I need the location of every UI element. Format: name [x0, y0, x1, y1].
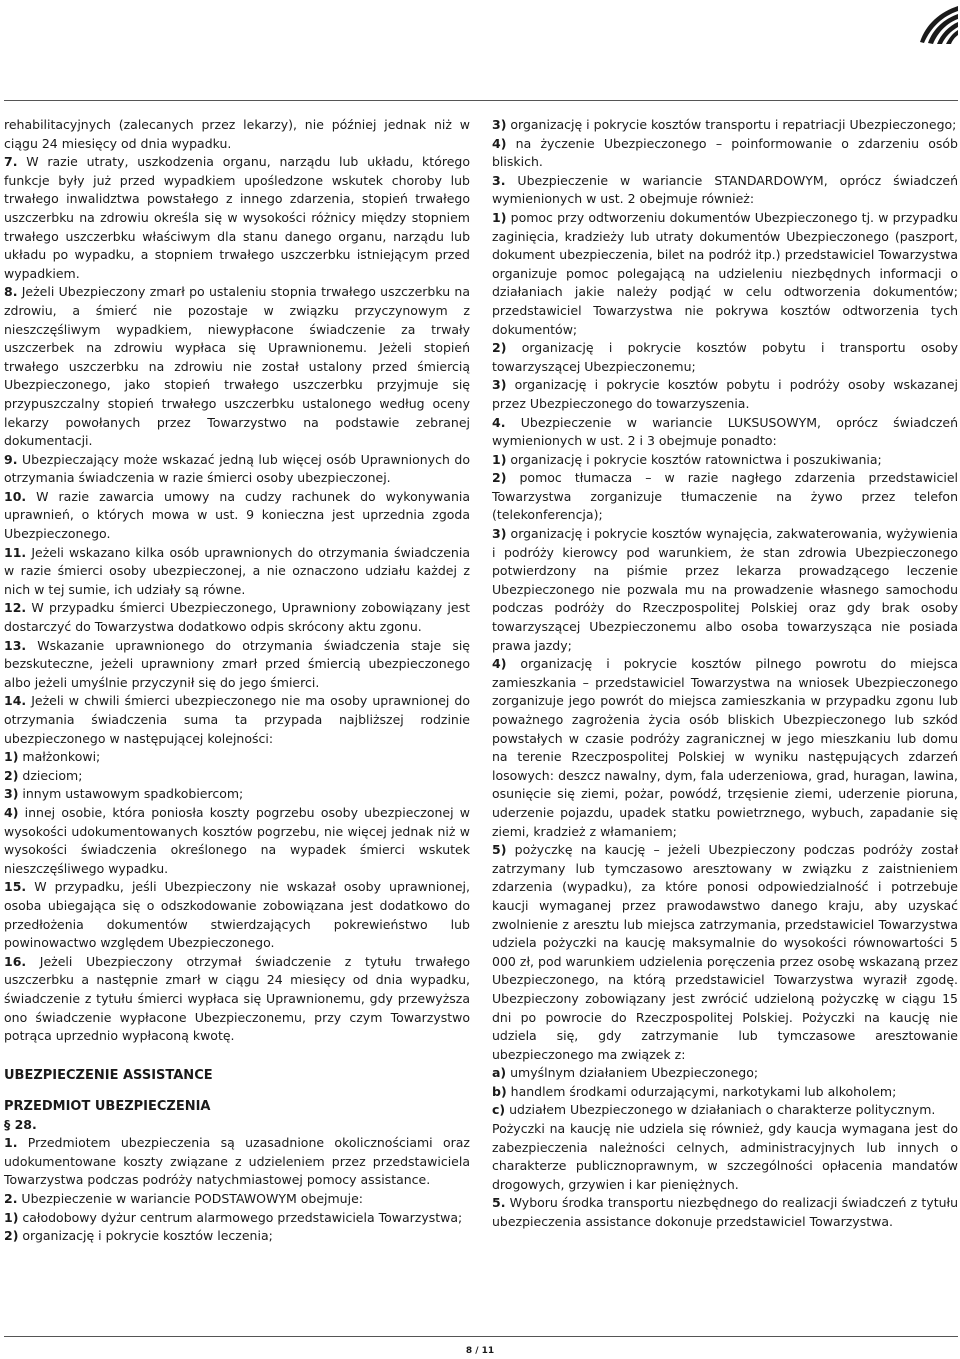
- paragraph-number: 1.: [4, 1135, 18, 1151]
- paragraph: [4, 1227, 470, 1246]
- paragraph: [4, 599, 470, 636]
- paragraph-number: 4.: [492, 414, 506, 430]
- paragraph: [492, 525, 958, 655]
- paragraph-text: organizację i pokrycie kosztów leczenia;: [18, 1228, 273, 1244]
- paragraph: [492, 655, 958, 841]
- left-paragraph-list-2: [4, 1134, 470, 1246]
- paragraph: [492, 1083, 958, 1102]
- left-column: [4, 116, 470, 1246]
- paragraph-text: W przypadku śmierci Ubezpieczonego, Uprawniony zobowiązany jest dostarczyć do Towarzystwa dodatkowo odpis skrócony aktu zgonu.: [4, 600, 470, 635]
- right-column: [492, 116, 958, 1232]
- paragraph: [4, 451, 470, 488]
- paragraph-text: Jeżeli w chwili śmierci ubezpieczonego nie ma osoby uprawnionej do otrzymania świadczenia suma ta przypada najbliższej rodzinie ubezpieczonego w następującej kolejności:: [4, 693, 470, 746]
- paragraph-text: Wyboru środka transportu niezbędnego do realizacji świadczeń z tytułu ubezpieczenia assistance dokonuje przedstawiciel Towarzystwa.: [492, 1195, 958, 1230]
- paragraph-number: c): [492, 1102, 506, 1118]
- paragraph-text: pożyczkę na kaucję – jeżeli Ubezpieczony podczas podróży został zatrzymany lub tymczasowo aresztowany w związku z zaistnieniem zdarzenia (wypadku), za które ponosi odpowiedzialność i potrzebuje kaucji wymaganej przez prawodawstwo danego kraju, aby uzyskać zwolnienie z aresztu lub miejsca zatrzymania, przedstawiciel Towarzystwa udziela pożyczki na kaucję maksymalnie do wysokości równowartości 5 000 zł, pod warunkiem udzielenia poręczenia przez osobę wskazaną przez Ubezpieczonego, na którą przedstawiciel Towarzystwa wyraził zgodę. Ubezpieczony zobowiązany jest zwrócić udzieloną pożyczkę w ciągu 15 dni po powrocie do Rzeczpospolitej Polskiej. Pożyczki na kaucję nie udziela się, gdy zatrzymanie lub tymczasowe aresztowanie ubezpieczonego ma związek z:: [492, 842, 958, 1062]
- paragraph: [492, 1064, 958, 1083]
- paragraph-text: Ubezpieczający może wskazać jedną lub więcej osób Uprawnionych do otrzymania świadczenia w razie śmierci osoby ubezpieczonej.: [4, 451, 470, 486]
- paragraph: [4, 637, 470, 693]
- paragraph-number: 12.: [4, 600, 27, 616]
- paragraph-number: 15.: [4, 879, 27, 895]
- right-paragraph-list: [492, 116, 958, 1232]
- paragraph-text: udziałem Ubezpieczonego w działaniach o charakterze politycznym.: [505, 1102, 936, 1118]
- paragraph-number: 2.: [4, 1191, 18, 1207]
- swoosh-logo-icon: [912, 2, 960, 46]
- paragraph-number: 9.: [4, 451, 18, 467]
- paragraph-number: b): [492, 1083, 507, 1099]
- paragraph: [4, 544, 470, 600]
- paragraph: [4, 283, 470, 450]
- paragraph-number: 13.: [4, 637, 27, 653]
- paragraph: [492, 451, 958, 470]
- paragraph-text: pomoc tłumacza – w razie nagłego zdarzenia przedstawiciel Towarzystwa zorganizuje tłumaczenie na żywo przez telefon (telekonferencja);: [492, 470, 958, 523]
- paragraph-text: całodobowy dyżur centrum alarmowego przedstawiciela Towarzystwa;: [18, 1209, 463, 1225]
- paragraph: [4, 785, 470, 804]
- paragraph-number: 1): [492, 209, 507, 225]
- paragraph-text: Ubezpieczenie w wariancie STANDARDOWYM, oprócz świadczeń wymienionych w ust. 2 obejmuje również:: [492, 172, 958, 207]
- paragraph-text: W razie utraty, uszkodzenia organu, narządu lub układu, którego funkcje były już przed wypadkiem upośledzone wskutek choroby lub trwałego inwalidztwa powstałego z innego zdarzenia, stopień trwałego uszczerbku na zdrowiu określa się w wysokości różnicy między stopniem trwałego uszczerbku właściwym dla stanu danego organu, narządu lub układu po wypadku, a stopniem trwałego uszczerbku istniejącym przed wypadkiem.: [4, 154, 470, 281]
- paragraph: [4, 488, 470, 544]
- paragraph: [492, 1101, 958, 1120]
- header-rule: [4, 100, 958, 101]
- paragraph-text: Jeżeli Ubezpieczony zmarł po ustaleniu stopnia trwałego uszczerbku na zdrowiu, a śmierć nie pozostaje w związku przyczynowym z nieszczęśliwym wypadkiem, niewypłacone świadczenie za trwały uszczerbek na zdrowiu wypłaca się Uprawnionemu. Jeżeli stopień trwałego uszczerbku na zdrowiu nie został ustalony przed śmiercią Ubezpieczonego, jako stopień trwałego uszczerbku przyjmuje się przypuszczalny stopień trwałego uszczerbku ustalonego według oceny lekarzy powołanych przez Towarzystwo na podstawie zebranej dokumentacji.: [4, 284, 470, 449]
- paragraph-number: 1): [4, 749, 19, 765]
- paragraph-text: Pożyczki na kaucję nie udziela się również, gdy kaucja wymagana jest do zabezpieczenia należności celnych, administracyjnych lub innych o charakterze publicznoprawnym, w szczególności opłacenia mandatów drogowych, grzywien i kar pieniężnych.: [492, 1121, 958, 1192]
- paragraph: [4, 953, 470, 1046]
- paragraph-number: 5): [492, 842, 507, 858]
- paragraph-number: 4): [492, 656, 507, 672]
- paragraph-text: Jeżeli Ubezpieczony otrzymał świadczenie z tytułu trwałego uszczerbku a następnie zmarł w ciągu 24 miesięcy od dnia wypadku, świadczenie z tytułu śmierci wypłaca się Uprawnionemu, gdy przewyższa ono świadczenie wypłacone Ubezpieczonemu, przy czym Towarzystwo potrąca uprzednio wypłaconą kwotę.: [4, 953, 470, 1044]
- paragraph: [4, 748, 470, 767]
- paragraph: [4, 692, 470, 748]
- paragraph: [492, 1120, 958, 1194]
- paragraph-text: organizację i pokrycie kosztów wynajęcia, zakwaterowania, wyżywienia i podróży kierowcy pod warunkiem, że stan zdrowia Ubezpieczonego potwierdzony na piśmie przez lekarza prowadzącego leczenie Ubezpieczonego nie pozwala mu na prowadzenie własnego samochodu podczas podróży do Rzeczpospolitej Polskiej oraz gdy brak osoby towarzyszącej Ubezpieczonemu albo osoba towarzysząca nie posiada prawa jazdy;: [492, 526, 958, 653]
- paragraph-number: 10.: [4, 488, 27, 504]
- paragraph-text: małżonkowi;: [18, 749, 101, 765]
- paragraph-text: innej osobie, która poniosła koszty pogrzebu osoby ubezpieczonej w wysokości udokumentowanych kosztów pogrzebu, nie więcej jednak niż w wysokości świadczenia określonego na wypadek śmierci wskutek nieszczęśliwego wypadku.: [4, 804, 470, 876]
- paragraph-text: rehabilitacyjnych (zalecanych przez lekarzy), nie później jednak niż w ciągu 24 miesięcy od dnia wypadku.: [4, 117, 470, 151]
- paragraph-number: 2): [492, 340, 507, 356]
- paragraph-text: organizację i pokrycie kosztów pobytu i podróży osoby wskazanej przez Ubezpieczonego do towarzyszenia.: [492, 377, 958, 411]
- paragraph-number: 2): [4, 1228, 19, 1244]
- left-paragraph-list: [4, 116, 470, 1046]
- paragraph: [492, 841, 958, 1064]
- paragraph-text: Przedmiotem ubezpieczenia są uzasadnione okolicznościami oraz udokumentowane koszty związane z udzieleniem przez przedstawiciela Towarzystwa podczas podróży natychmiastowej pomocy assistance.: [4, 1135, 470, 1188]
- paragraph-number: 3): [492, 526, 507, 542]
- paragraph-number: a): [492, 1065, 507, 1081]
- paragraph: [4, 767, 470, 786]
- paragraph: [4, 1209, 470, 1228]
- paragraph-number: 2): [4, 767, 19, 783]
- paragraph-number: 3.: [492, 172, 506, 188]
- paragraph: [492, 414, 958, 451]
- paragraph-text: Ubezpieczenie w wariancie PODSTAWOWYM obejmuje:: [17, 1191, 363, 1207]
- paragraph-number: 3): [4, 786, 19, 802]
- paragraph-number: 1): [4, 1209, 19, 1225]
- paragraph-number: 11.: [4, 544, 27, 560]
- paragraph-text: dzieciom;: [18, 767, 83, 783]
- paragraph-sign: § 28.: [4, 1116, 37, 1132]
- paragraph-text: umyślnym działaniem Ubezpieczonego;: [506, 1065, 759, 1081]
- paragraph: [492, 1194, 958, 1231]
- section-heading: UBEZPIECZENIE ASSISTANCE: [4, 1067, 213, 1083]
- paragraph: [4, 878, 470, 952]
- paragraph-number: 1): [492, 451, 507, 467]
- paragraph-number: 3): [492, 377, 507, 393]
- paragraph: [4, 116, 470, 153]
- paragraph-text: organizację i pokrycie kosztów pilnego powrotu do miejsca zamieszkania – przedstawiciel Towarzystwa na wniosek Ubezpieczonego zorganizuje jego powrót do miejsca zamieszkania w przypadku zgonu lub poważnego zagrożenia życia osób bliskich Ubezpieczonego lub szkód powstałych w czasie podróży zagranicznej w jego mieszkaniu lub domu na terenie Rzeczpospolitej Polskiej w wyniku następujących zdarzeń losowych: deszcz nawalny, dym, fala uderzeniowa, grad, huragan, lawina, osunięcie się ziemi, pożar, powódź, trzęsienie ziemi, uderzenie pioruna, uderzenie pojazdu, upadek statku powietrznego, wybuch, zapadanie się ziemi, kradzież z włamaniem;: [492, 656, 958, 839]
- paragraph-number: 3): [492, 117, 507, 132]
- paragraph-number: 8.: [4, 284, 18, 300]
- footer-rule: [4, 1336, 958, 1337]
- page-number: 8 / 11: [465, 1346, 495, 1356]
- paragraph-number: 4): [4, 804, 19, 820]
- paragraph-text: na życzenie Ubezpieczonego – poinformowanie o zdarzeniu osób bliskich.: [492, 135, 958, 170]
- paragraph: [4, 804, 470, 878]
- paragraph: [492, 172, 958, 209]
- paragraph-number: 4): [492, 135, 507, 151]
- paragraph-number: 16.: [4, 953, 27, 969]
- paragraph-number: 2): [492, 470, 507, 486]
- paragraph: [4, 1190, 470, 1209]
- paragraph: [4, 1134, 470, 1190]
- paragraph-text: organizację i pokrycie kosztów pobytu i transportu osoby towarzyszącej Ubezpieczonemu;: [492, 340, 958, 374]
- subsection-heading: PRZEDMIOT UBEZPIECZENIA: [4, 1098, 211, 1114]
- paragraph: [492, 116, 958, 135]
- paragraph-text: Wskazanie uprawnionego do otrzymania świadczenia staje się bezskuteczne, jeżeli uprawniony zmarł przed śmiercią ubezpieczonego albo jeżeli umyślnie przyczynił się do jego śmierci.: [4, 637, 470, 690]
- paragraph-text: W razie zawarcia umowy na cudzy rachunek do wykonywania uprawnień, o których mowa w ust. 9 konieczna jest uprzednia zgoda Ubezpieczonego.: [4, 488, 470, 542]
- paragraph-number: 14.: [4, 693, 27, 709]
- paragraph: [492, 135, 958, 172]
- paragraph-number: 7.: [4, 154, 18, 170]
- paragraph: [492, 209, 958, 339]
- paragraph: [492, 376, 958, 413]
- paragraph-text: innym ustawowym spadkobiercom;: [18, 786, 244, 802]
- paragraph-text: W przypadku, jeśli Ubezpieczony nie wskazał osoby uprawnionej, osoba ubiegająca się o odszkodowanie zobowiązana jest dodatkowo do przedłożenia dokumentów stwierdzających pokrewieństwo lub powinowactwo względem Ubezpieczonego.: [4, 879, 470, 951]
- paragraph-text: Jeżeli wskazano kilka osób uprawnionych do otrzymania świadczenia w razie śmierci osoby ubezpieczonej, a nie oznaczono udziału każdej z nich w tej sumie, ich udziały są równe.: [4, 544, 470, 597]
- paragraph: [4, 153, 470, 283]
- paragraph-text: pomoc przy odtworzeniu dokumentów Ubezpieczonego tj. w przypadku zaginięcia, kradzieży lub utraty dokumentów Ubezpieczonego (paszport, dokument ubezpieczenia, bilet na podróż itp.) przedstawiciel Towarzystwa organizuje pomoc polegającą na udzieleniu niezbędnych informacji o działaniach jakie należy podjąć w celu odtworzenia dokumentów; przedstawiciel Towarzystwa nie pokrywa kosztów odtworzenia tych dokumentów;: [492, 209, 958, 337]
- paragraph-text: handlem środkami odurzającymi, narkotykami lub alkoholem;: [506, 1083, 897, 1099]
- paragraph: [492, 469, 958, 525]
- paragraph-text: Ubezpieczenie w wariancie LUKSUSOWYM, oprócz świadczeń wymienionych w ust. 2 i 3 obejmuje ponadto:: [492, 414, 958, 449]
- paragraph-text: organizację i pokrycie kosztów transportu i repatriacji Ubezpieczonego;: [506, 117, 957, 132]
- paragraph-number: 5.: [492, 1195, 506, 1211]
- paragraph: [492, 339, 958, 376]
- paragraph-text: organizację i pokrycie kosztów ratownictwa i poszukiwania;: [506, 451, 882, 467]
